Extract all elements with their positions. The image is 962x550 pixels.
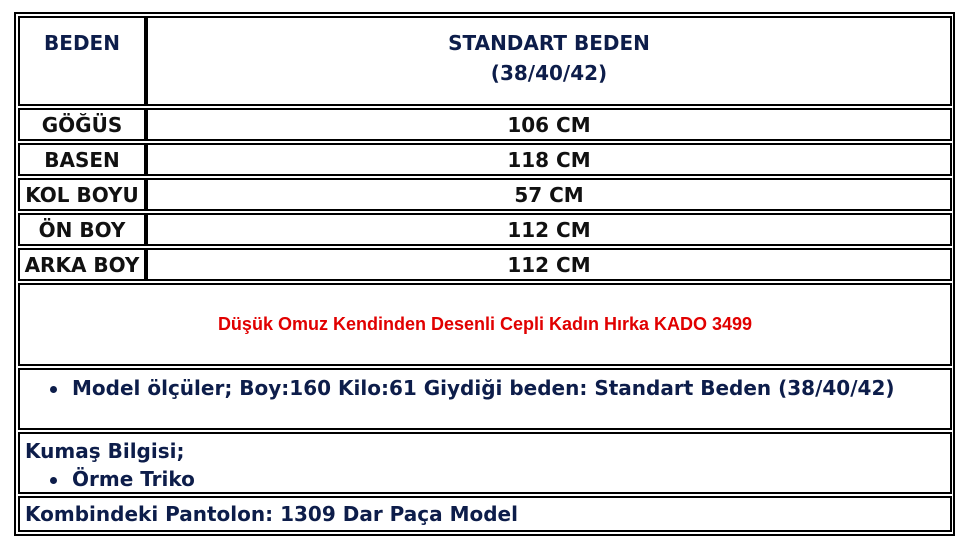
row-value-sleeve [146,178,952,211]
combination-text: Kombindeki Pantolon: 1309 Dar Paça Model [25,502,518,526]
header-standard-size [146,16,952,106]
row-label-text: KOL BOYU [25,182,139,207]
row-label-text: ARKA BOY [24,252,140,277]
row-value-back-length [146,248,952,281]
row-value-front-length [146,213,952,246]
row-value-chest [146,108,952,141]
row-label-hip [18,143,146,176]
header-standard-line1: STANDART BEDEN [448,31,650,55]
model-info-box [18,368,952,430]
row-label-text: BASEN [44,147,120,172]
row-label-front-length [18,213,146,246]
fabric-heading: Kumaş Bilgisi; [25,439,185,463]
model-info-item: Model ölçüler; Boy:160 Kilo:61 Giydiği beden: Standart Beden (38/40/42) [20,374,950,402]
header-size-label [18,16,146,106]
row-label-text: ÖN BOY [38,217,126,242]
row-label-chest [18,108,146,141]
row-value-text: 112 CM [507,252,591,277]
row-value-text: 118 CM [507,147,591,172]
product-title-box [18,283,952,366]
header-standard-line2: (38/40/42) [490,61,608,85]
model-info-list [20,374,950,402]
row-label-back-length [18,248,146,281]
row-value-text: 112 CM [507,217,591,242]
row-value-hip [146,143,952,176]
combination-box [18,496,952,532]
row-label-text: GÖĞÜS [41,112,123,137]
row-label-sleeve [18,178,146,211]
header-size-text: BEDEN [44,31,120,55]
fabric-item: Örme Triko [20,465,950,493]
row-value-text: 57 CM [514,182,584,207]
product-title: Düşük Omuz Kendinden Desenli Cepli Kadın Hırka KADO 3499 [217,314,753,334]
row-value-text: 106 CM [507,112,591,137]
fabric-list [20,465,950,493]
fabric-info-box [18,432,952,494]
